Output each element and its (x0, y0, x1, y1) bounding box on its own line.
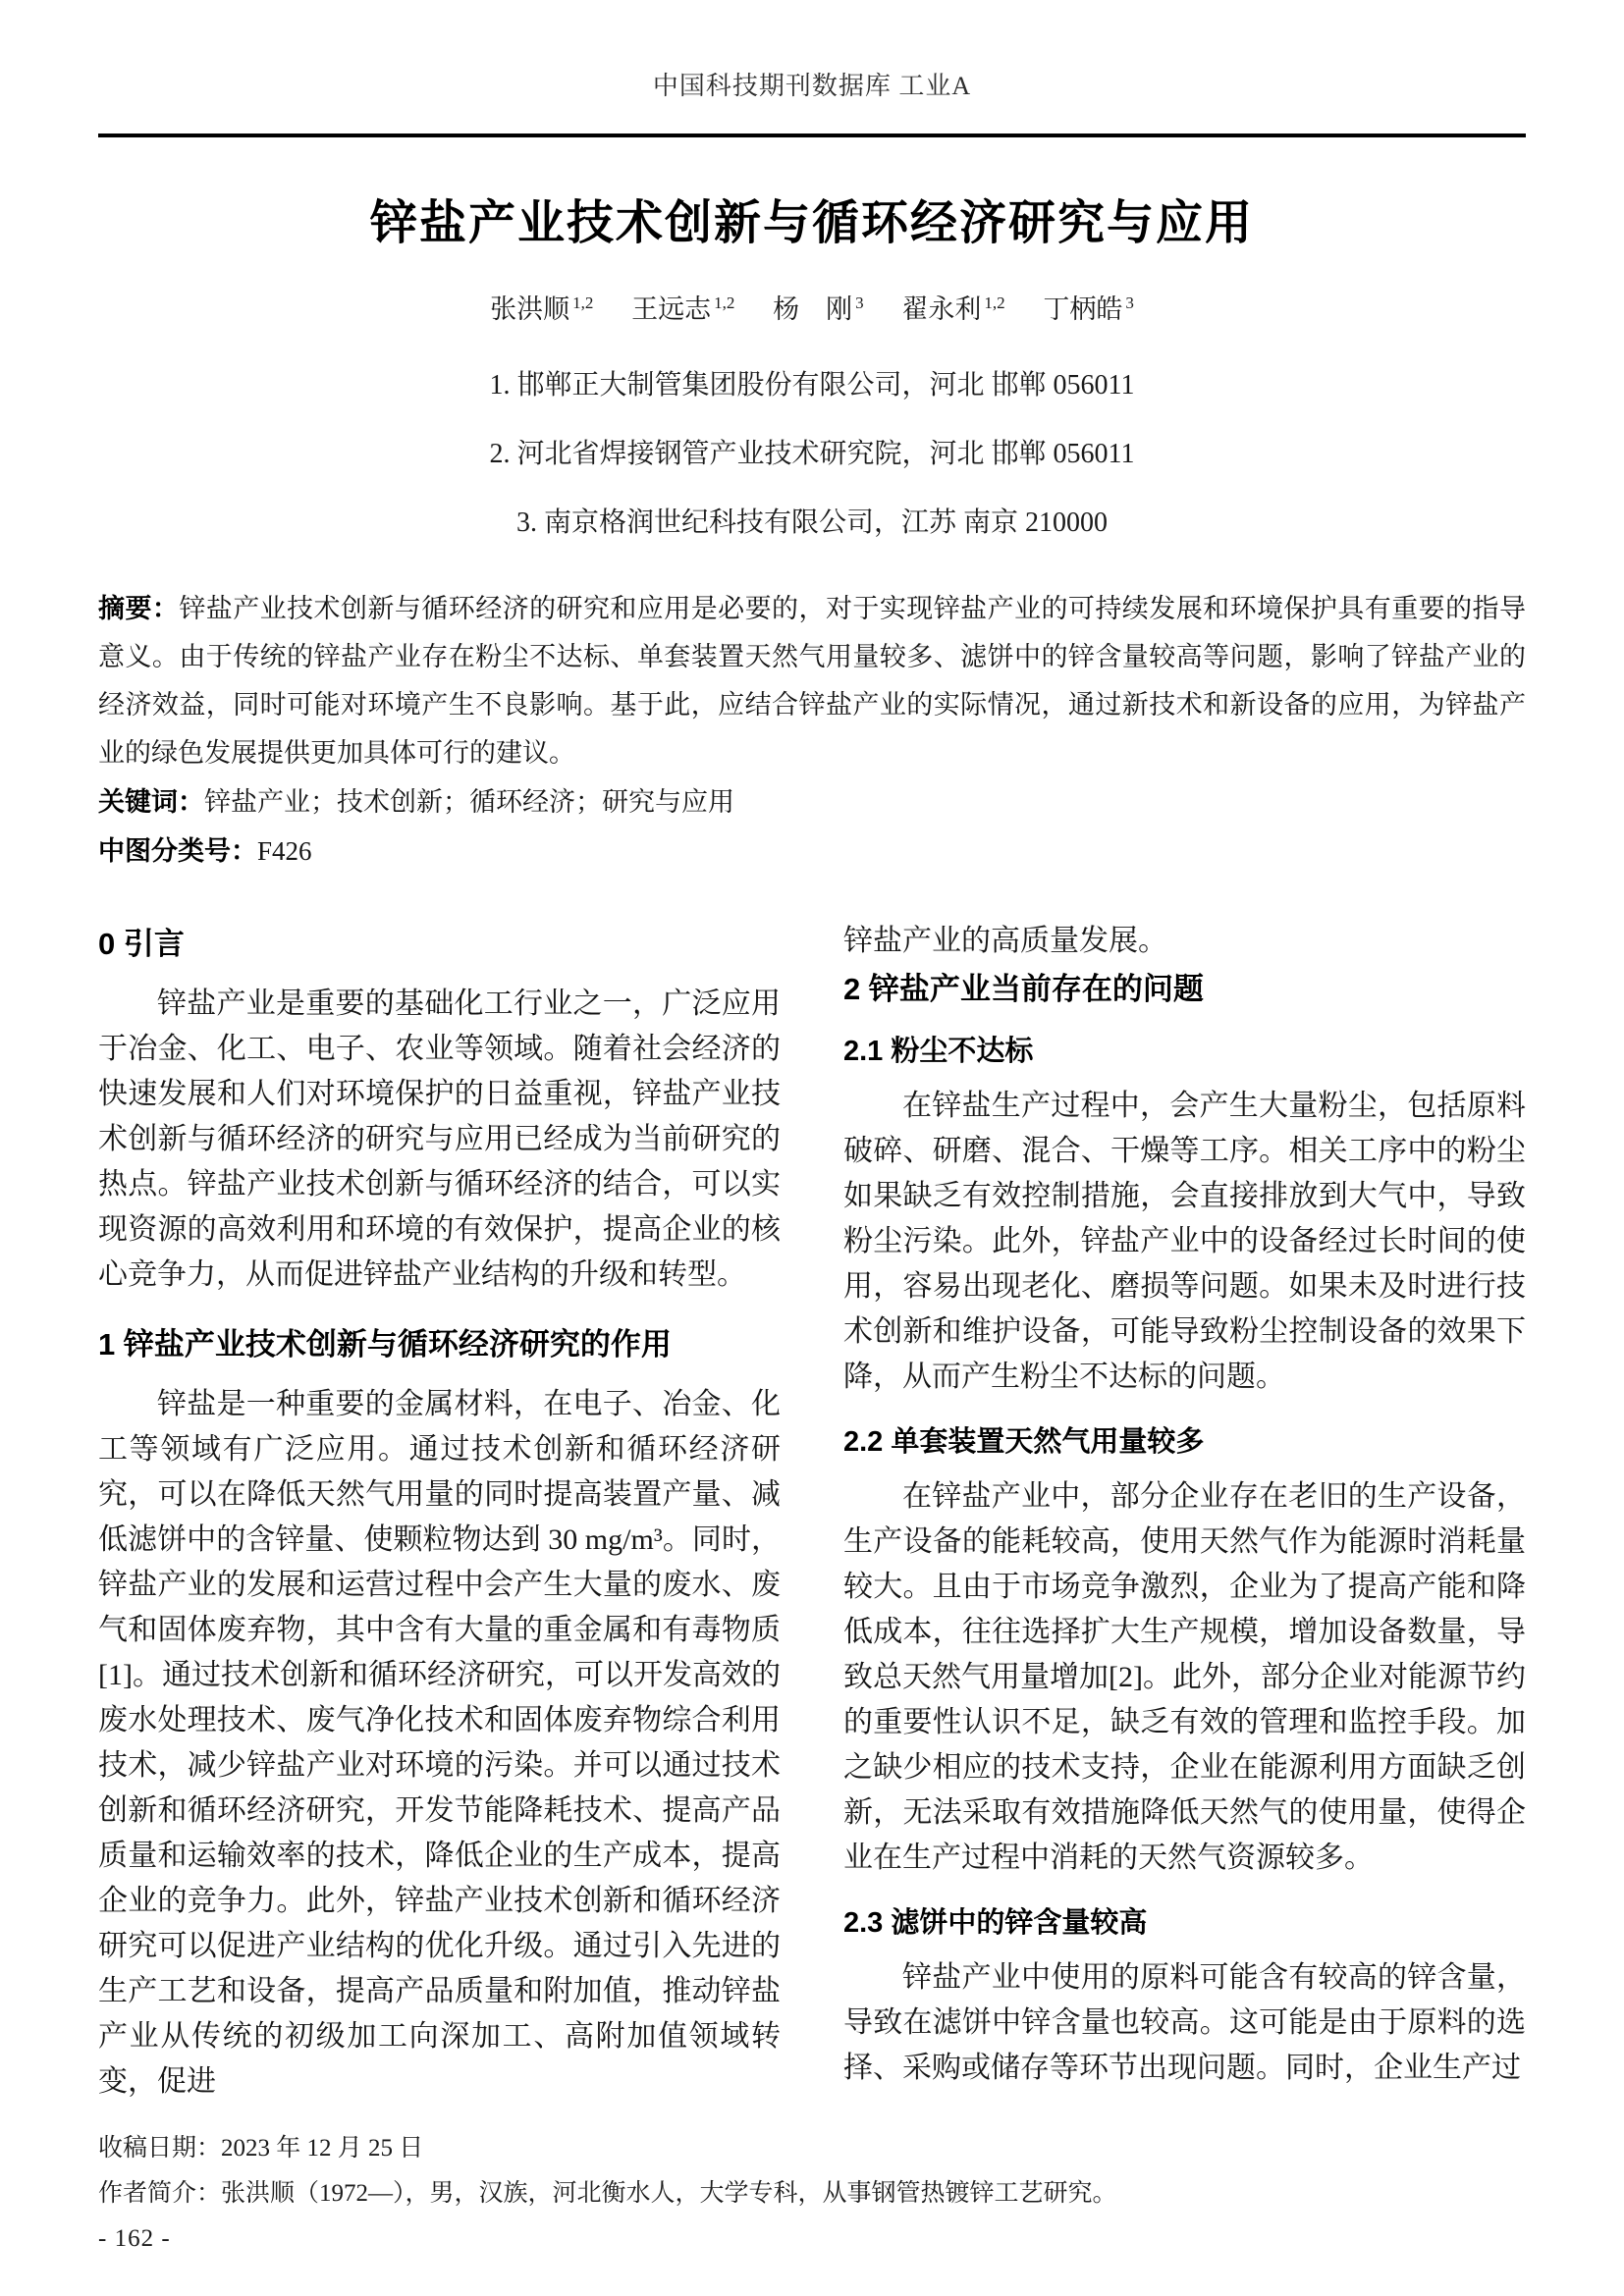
classification-value: F426 (257, 836, 312, 866)
keywords-text: 锌盐产业；技术创新；循环经济；研究与应用 (204, 787, 734, 817)
author-superscript: 1,2 (714, 294, 735, 312)
paragraph-intro: 锌盐产业是重要的基础化工行业之一，广泛应用于冶金、化工、电子、农业等领域。随着社会经济的快速发展和人们对环境保护的日益重视，锌盐产业技术创新与循环经济的研究与应用已经成为当前研究的热点。锌盐产业技术创新与循环经济的结合，可以实现资源的高效利用和环境的有效保护，提高企业的核心竞争力，从而促进锌盐产业结构的升级和转型。 (98, 988, 781, 1291)
keywords-line (98, 777, 1526, 827)
affiliation-line: 1. 邯郸正大制管集团股份有限公司，河北 邯郸 056011 (489, 370, 1135, 400)
subsection-heading-2-3: 2.3 滤饼中的锌含量较高 (843, 1907, 1148, 1939)
abstract-label: 摘要： (98, 594, 180, 623)
header-rule (98, 133, 1526, 137)
page-footer (98, 2126, 1526, 2262)
affiliation-line: 2. 河北省焊接钢管产业技术研究院，河北 邯郸 056011 (489, 439, 1135, 469)
received-date-label: 收稿日期： (98, 2135, 222, 2162)
author-superscript: 1,2 (572, 294, 594, 312)
author-name: 丁柄皓 (1043, 294, 1123, 324)
received-date-value: 2023 年 12 月 25 日 (221, 2135, 424, 2162)
author (773, 294, 864, 324)
left-column (98, 919, 781, 2105)
received-date-line (98, 2126, 1526, 2171)
paragraph-section-2-3: 锌盐产业中使用的原料可能含有较高的锌含量，导致在滤饼中锌含量也较高。这可能是由于原料的选择、采购或储存等环节出现问题。同时，企业生产过 (843, 1961, 1526, 2084)
page-number: - 162 - (98, 2225, 171, 2252)
author-name: 翟永利 (901, 294, 982, 324)
author-name: 杨 刚 (773, 294, 853, 324)
abstract-paragraph (98, 585, 1526, 777)
author (631, 294, 734, 324)
section-heading-1: 1 锌盐产业技术创新与循环经济研究的作用 (98, 1327, 672, 1362)
classification-line (98, 827, 1526, 876)
abstract-text: 锌盐产业技术创新与循环经济的研究和应用是必要的，对于实现锌盐产业的可持续发展和环境保护具有重要的指导意义。由于传统的锌盐产业存在粉尘不达标、单套装置天然气用量较多、滤饼中的锌含量较高等问题，影响了锌盐产业的经济效益，同时可能对环境产生不良影响。基于此，应结合锌盐产业的实际情况，通过新技术和新设备的应用，为锌盐产业的绿色发展提供更加具体可行的建议。 (98, 594, 1526, 768)
author-superscript: 3 (855, 294, 864, 312)
classification-label: 中图分类号： (98, 836, 257, 866)
paragraph-section-2-1: 在锌盐生产过程中，会产生大量粉尘，包括原料破碎、研磨、混合、干燥等工序。相关工序中的粉尘如果缺乏有效控制措施，会直接排放到大气中，导致粉尘污染。此外，锌盐产业中的设备经过长时间的使用，容易出现老化、磨损等问题。如果未及时进行技术创新和维护设备，可能导致粉尘控制设备的效果下降，从而产生粉尘不达标的问题。 (843, 1090, 1526, 1393)
paragraph-section-1: 锌盐是一种重要的金属材料，在电子、冶金、化工等领域有广泛应用。通过技术创新和循环经济研究，可以在降低天然气用量的同时提高装置产量、减低滤饼中的含锌量、使颗粒物达到 30 mg/m³。同时，锌盐产业的发展和运营过程中会产生大量的废水、废气和固体废弃物，其中含有大量的重金属和有毒物质[1]。通过技术创新和循环经济研究，可以开发高效的废水处理技术、废气净化技术和固体废弃物综合利用技术，减少锌盐产业对环境的污染。并可以通过技术创新和循环经济研究，开发节能降耗技术、提高产品质量和运输效率的技术，降低企业的生产成本，提高企业的竞争力。此外，锌盐产业技术创新和循环经济研究可以促进产业结构的优化升级。通过引入先进的生产工艺和设备，提高产品质量和附加值，推动锌盐产业从传统的初级加工向深加工、高附加值领域转变，促进 (98, 1388, 781, 2098)
author-bio-text: 张洪顺（1972—），男，汉族，河北衡水人，大学专科，从事钢管热镀锌工艺研究。 (221, 2180, 1117, 2207)
subsection-heading-2-2: 2.2 单套装置天然气用量较多 (843, 1426, 1205, 1458)
affiliation-line: 3. 南京格润世纪科技有限公司，江苏 南京 210000 (515, 507, 1108, 538)
paragraph-continuation: 锌盐产业的高质量发展。 (843, 925, 1167, 957)
author-bio-line (98, 2171, 1526, 2216)
author (901, 294, 1004, 324)
affiliation-block (98, 351, 1526, 558)
body-columns (98, 919, 1526, 2105)
author-superscript: 3 (1125, 294, 1134, 312)
author-bio-label: 作者简介： (98, 2180, 222, 2207)
right-column (843, 919, 1526, 2105)
journal-name: 中国科技期刊数据库 工业A (652, 72, 972, 100)
subsection-heading-2-1: 2.1 粉尘不达标 (843, 1036, 1034, 1067)
author-superscript: 1,2 (984, 294, 1005, 312)
journal-header (98, 69, 1526, 104)
paragraph-section-2-2: 在锌盐产业中，部分企业存在老旧的生产设备，生产设备的能耗较高，使用天然气作为能源时消耗量较大。且由于市场竞争激烈，企业为了提高产能和降低成本，往往选择扩大生产规模，增加设备数量，导致总天然气用量增加[2]。此外，部分企业对能源节约的重要性认识不足，缺乏有效的管理和监控手段。加之缺少相应的技术支持，企业在能源利用方面缺乏创新，无法采取有效措施降低天然气的使用量，使得企业在生产过程中消耗的天然气资源较多。 (843, 1480, 1526, 1874)
paper-title: 锌盐产业技术创新与循环经济研究与应用 (369, 197, 1254, 249)
author (1043, 294, 1134, 324)
author-line (98, 288, 1526, 326)
section-heading-0: 0 引言 (98, 927, 185, 961)
author-name: 张洪顺 (490, 294, 570, 324)
author (490, 294, 593, 324)
author-name: 王远志 (631, 294, 712, 324)
section-heading-2: 2 锌盐产业当前存在的问题 (843, 972, 1204, 1006)
keywords-label: 关键词： (98, 787, 204, 817)
